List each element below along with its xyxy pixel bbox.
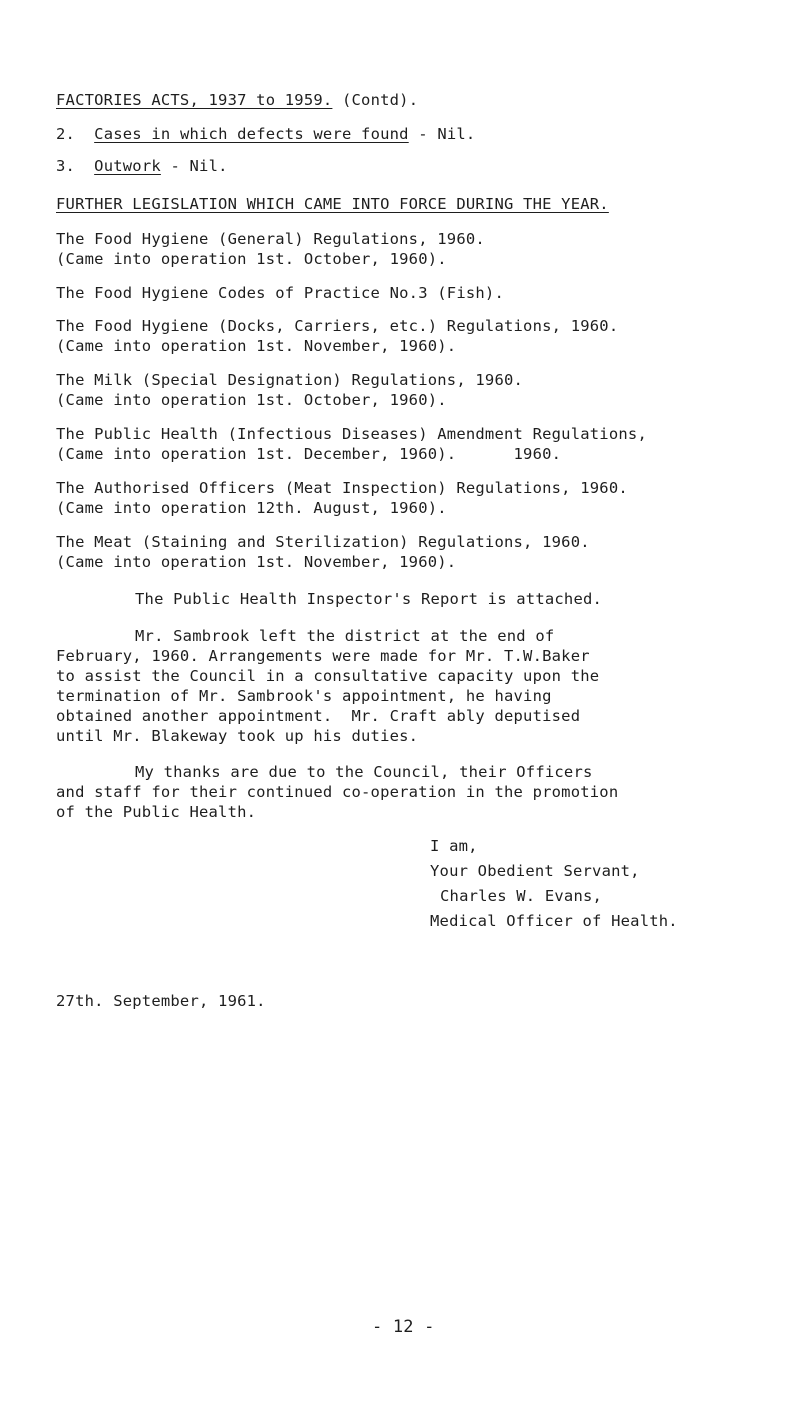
paragraph-line: until Mr. Blakeway took up his duties.	[56, 727, 419, 745]
legislation-entry-line: (Came into operation 12th. August, 1960).	[56, 499, 447, 517]
signature-name: Charles W. Evans,	[440, 887, 603, 905]
legislation-entry-line: (Came into operation 1st. October, 1960).	[56, 391, 447, 409]
signature-closing: I am,	[430, 837, 478, 855]
item-suffix: - Nil.	[418, 125, 476, 143]
page-heading	[56, 90, 418, 110]
signature-title: Medical Officer of Health.	[430, 912, 678, 930]
paragraph-line: February, 1960. Arrangements were made for Mr. T.W.Baker	[56, 647, 590, 665]
legislation-entry-line: The Meat (Staining and Sterilization) Regulations, 1960.	[56, 533, 590, 551]
legislation-entry-line: (Came into operation 1st. November, 1960).	[56, 337, 457, 355]
item-text: Cases in which defects were found	[94, 125, 409, 143]
legislation-entry-line: (Came into operation 1st. December, 1960). 1960.	[56, 445, 562, 463]
legislation-entry-line: The Authorised Officers (Meat Inspection) Regulations, 1960.	[56, 479, 628, 497]
legislation-entry-line: The Public Health (Infectious Diseases) Amendment Regulations,	[56, 425, 647, 443]
paragraph-line: of the Public Health.	[56, 803, 257, 821]
paragraph-line: to assist the Council in a consultative capacity upon the	[56, 667, 600, 685]
document-date: 27th. September, 1961.	[56, 992, 266, 1010]
legislation-entry-line: The Food Hygiene (Docks, Carriers, etc.) Regulations, 1960.	[56, 317, 619, 335]
paragraph-line: obtained another appointment. Mr. Craft ably deputised	[56, 707, 581, 725]
paragraph-line: Mr. Sambrook left the district at the end of	[135, 627, 555, 645]
item-2	[56, 124, 475, 144]
legislation-entry-line: The Food Hygiene (General) Regulations, 1960.	[56, 230, 485, 248]
item-suffix: - Nil.	[170, 157, 228, 175]
item-number: 3.	[56, 157, 76, 175]
legislation-entry-line: (Came into operation 1st. November, 1960).	[56, 553, 457, 571]
heading-title: FACTORIES ACTS, 1937 to 1959.	[56, 91, 333, 109]
legislation-entry-line: (Came into operation 1st. October, 1960).	[56, 250, 447, 268]
legislation-entry-line: The Food Hygiene Codes of Practice No.3 (Fish).	[56, 284, 504, 302]
paragraph-line: My thanks are due to the Council, their Officers	[135, 763, 593, 781]
page-number: - 12 -	[372, 1317, 435, 1337]
item-text: Outwork	[94, 157, 161, 175]
legislation-entry-line: The Milk (Special Designation) Regulations, 1960.	[56, 371, 524, 389]
heading-suffix: (Contd).	[341, 91, 419, 109]
item-3	[56, 156, 228, 176]
signature-servant: Your Obedient Servant,	[430, 862, 640, 880]
legislation-heading: FURTHER LEGISLATION WHICH CAME INTO FORCE DURING THE YEAR.	[56, 195, 609, 213]
report-note: The Public Health Inspector's Report is attached.	[135, 590, 603, 608]
paragraph-line: termination of Mr. Sambrook's appointment, he having	[56, 687, 552, 705]
item-number: 2.	[56, 125, 76, 143]
paragraph-line: and staff for their continued co-operation in the promotion	[56, 783, 619, 801]
